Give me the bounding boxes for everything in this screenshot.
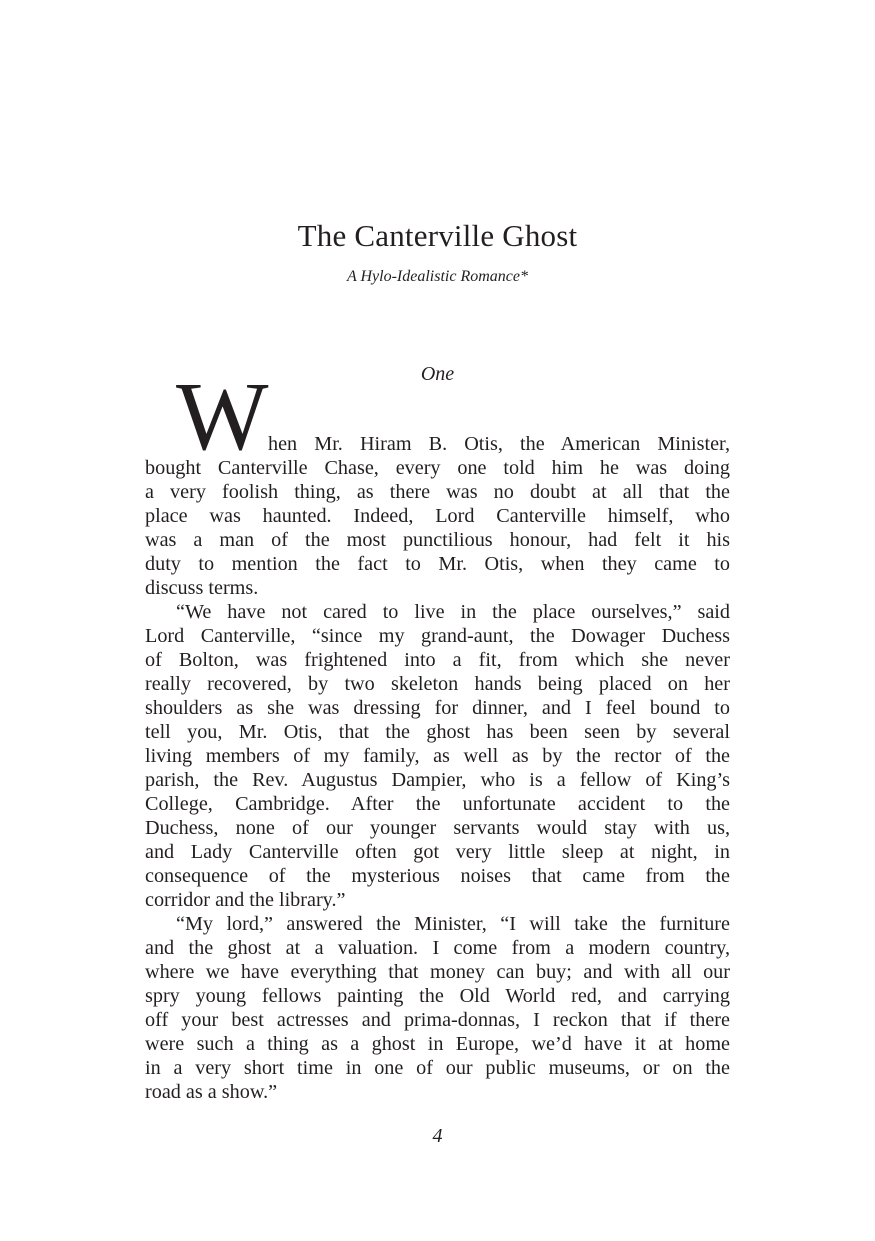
text-line: shoulders as she was dressing for dinner, and I feel bound to (145, 697, 730, 719)
text-line: Lord Canterville, “since my grand-aunt, the Dowager Duchess (145, 625, 730, 647)
text-line: bought Canterville Chase, every one told him he was doing (145, 457, 730, 479)
text-line: were such a thing as a ghost in Europe, we’d have it at home (145, 1033, 730, 1055)
text-line: consequence of the mysterious noises that came from the (145, 865, 730, 887)
text-line: place was haunted. Indeed, Lord Canterville himself, who (145, 505, 730, 527)
text-line: of Bolton, was frightened into a fit, from which she never (145, 649, 730, 671)
text-line: spry young fellows painting the Old World red, and carrying (145, 985, 730, 1007)
chapter-heading: One (420, 363, 455, 385)
drop-cap: W (176, 363, 269, 471)
text-line: corridor and the library.” (145, 889, 346, 911)
story-title: The Canterville Ghost (297, 218, 578, 253)
text-line: discuss terms. (145, 577, 259, 599)
text-line: a very foolish thing, as there was no doubt at all that the (145, 481, 730, 503)
text-line: road as a show.” (145, 1081, 278, 1103)
text-line: parish, the Rev. Augustus Dampier, who is a fellow of King’s (145, 769, 730, 791)
text-line: “My lord,” answered the Minister, “I will take the furniture (176, 913, 730, 935)
text-line: really recovered, by two skeleton hands being placed on her (145, 673, 730, 695)
text-line: where we have everything that money can buy; and with all our (145, 961, 730, 983)
text-line: was a man of the most punctilious honour, had felt it his (145, 529, 730, 551)
story-subtitle: A Hylo-Idealistic Romance* (347, 268, 528, 285)
text-line: off your best actresses and prima-donnas, I reckon that if there (145, 1009, 730, 1031)
text-line: College, Cambridge. After the unfortunate accident to the (145, 793, 730, 815)
text-line: tell you, Mr. Otis, that the ghost has been seen by several (145, 721, 730, 743)
text-line: living members of my family, as well as by the rector of the (145, 745, 730, 767)
text-line: Duchess, none of our younger servants would stay with us, (145, 817, 730, 839)
page-number: 4 (432, 1125, 443, 1147)
text-line: and the ghost at a valuation. I come from a modern country, (145, 937, 730, 959)
text-line: “We have not cared to live in the place ourselves,” said (176, 601, 730, 623)
text-line: in a very short time in one of our public museums, or on the (145, 1057, 730, 1079)
text-line: hen Mr. Hiram B. Otis, the American Minister, (268, 433, 730, 455)
text-line: duty to mention the fact to Mr. Otis, when they came to (145, 553, 730, 575)
text-line: and Lady Canterville often got very little sleep at night, in (145, 841, 730, 863)
